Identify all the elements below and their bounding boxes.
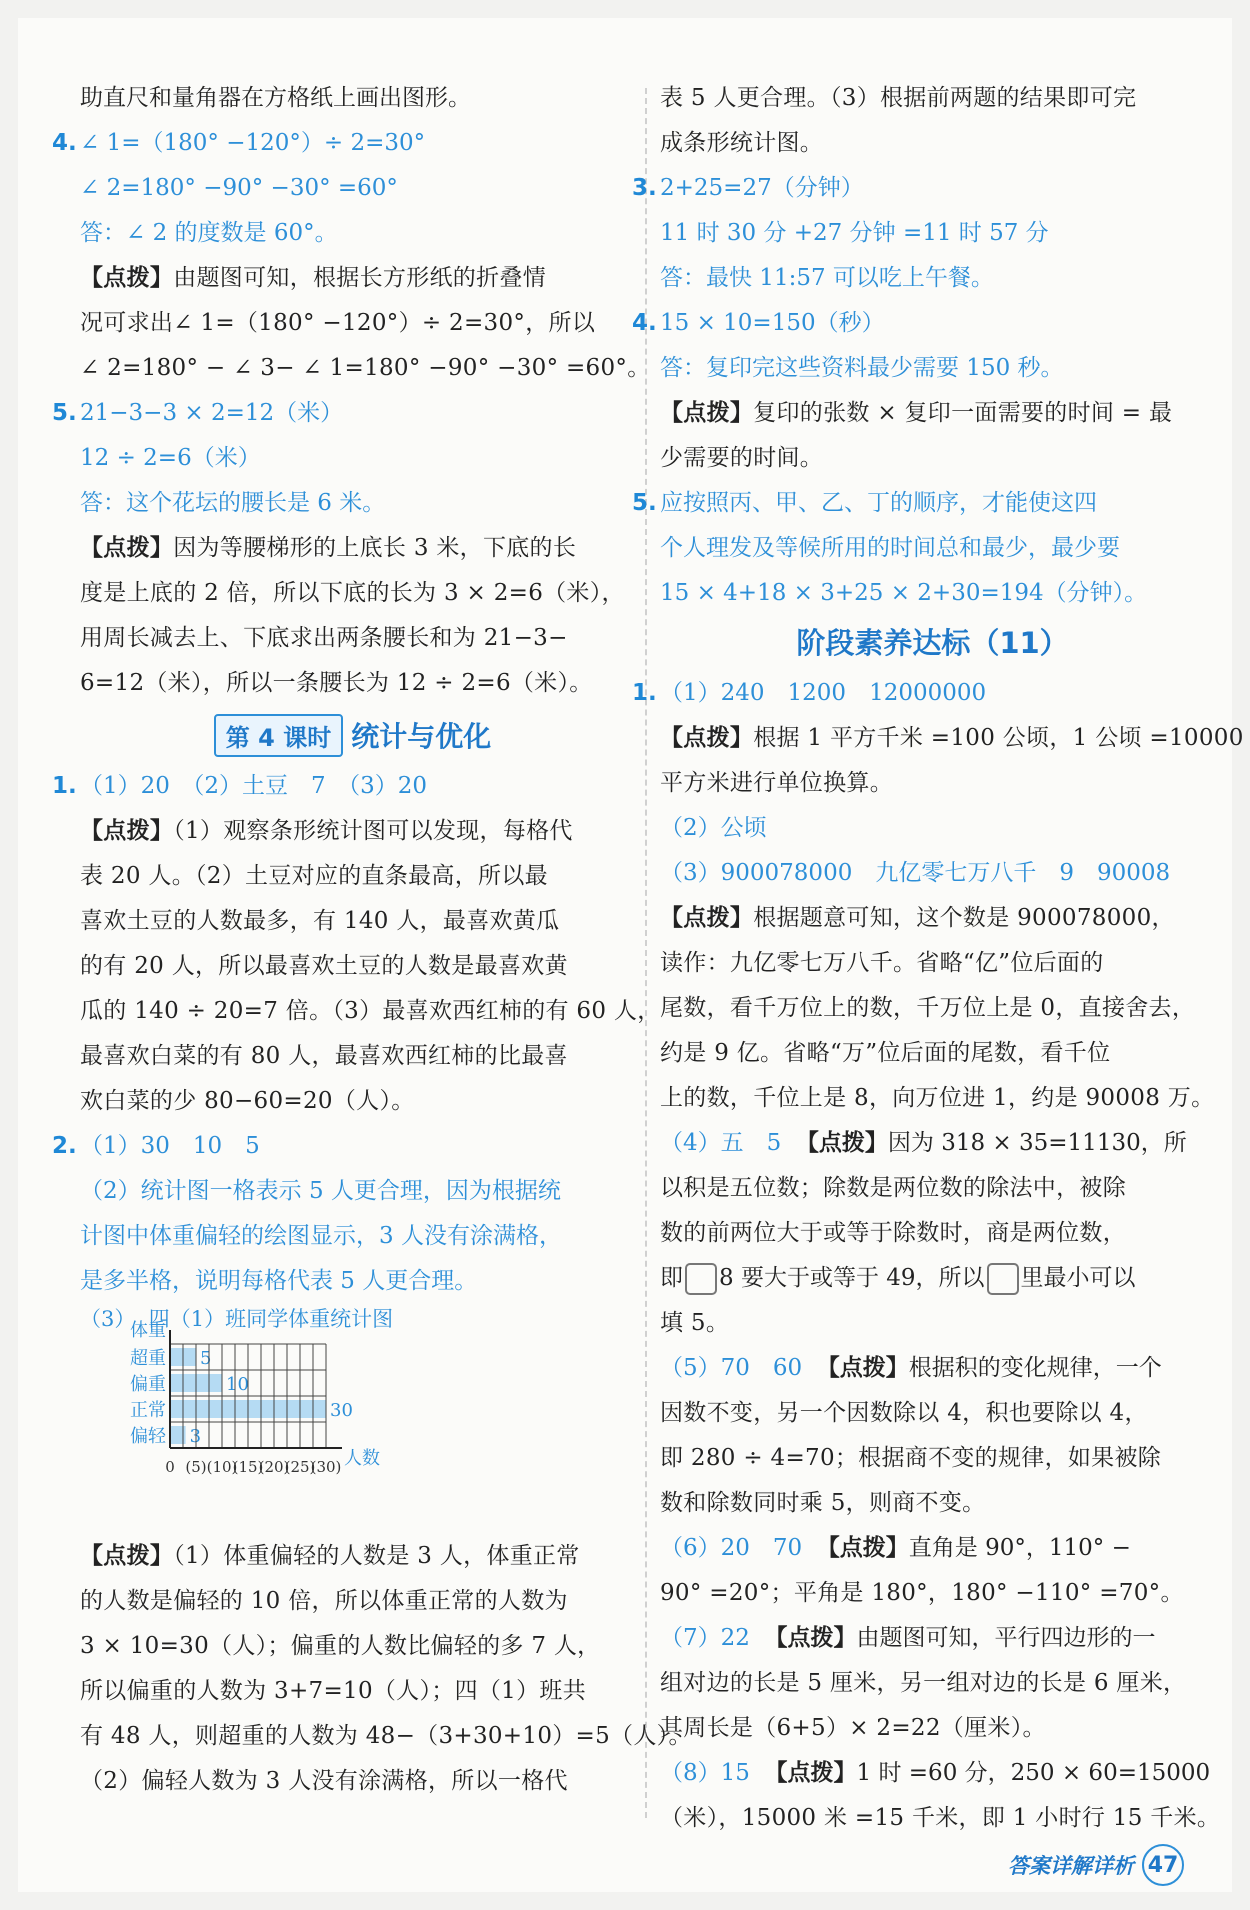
data-label: 30 bbox=[330, 1400, 353, 1421]
answer-line: （5）70 60 bbox=[660, 1355, 803, 1381]
hint-text: 8 要大于或等于 49，所以 bbox=[719, 1265, 985, 1291]
hint-tag: 【点拨】 bbox=[660, 400, 754, 426]
answer-line: 答：∠ 2 的度数是 60°。 bbox=[80, 220, 338, 246]
hint-tag: 【点拨】 bbox=[764, 1760, 857, 1786]
category-label: 正常 bbox=[130, 1400, 166, 1421]
hint-text: 表 5 人更合理。（3）根据前两题的结果即可完 bbox=[660, 85, 1137, 111]
answer-line: （1）30 10 5 bbox=[80, 1133, 260, 1159]
x-tick-label: (25) bbox=[284, 1458, 316, 1476]
hint-text: 根据 1 平方千米 =100 公顷，1 公顷 =10000 bbox=[753, 725, 1244, 751]
question-number: 4. bbox=[632, 310, 657, 336]
answer-line: 答：这个花坛的腰长是 6 米。 bbox=[80, 490, 386, 516]
question-number: 5. bbox=[52, 400, 77, 426]
hint-text: （2）偏轻人数为 3 人没有涂满格，所以一格代 bbox=[80, 1768, 568, 1794]
hint-text: 用周长减去上、下底求出两条腰长和为 21−3− bbox=[80, 625, 568, 651]
weight-chart bbox=[80, 1304, 625, 1534]
hint-text: 有 48 人，则超重的人数为 48−（3+30+10）=5（人）。 bbox=[80, 1723, 692, 1749]
answer-line: 答：复印完这些资料最少需要 150 秒。 bbox=[660, 355, 1064, 381]
answer-line: （2）统计图一格表示 5 人更合理，因为根据统 bbox=[80, 1178, 561, 1204]
hint-tag: 【点拨】 bbox=[80, 1543, 174, 1569]
section-title: 阶段素养达标（11） bbox=[796, 626, 1069, 660]
hint-text: 表 20 人。（2）土豆对应的直条最高，所以最 bbox=[80, 863, 548, 889]
hint-text: 度是上底的 2 倍，所以下底的长为 3 × 2=6（米）， bbox=[80, 580, 625, 606]
hint-text: 复印的张数 × 复印一面需要的时间 = 最 bbox=[753, 400, 1173, 426]
x-axis-label: 人数 bbox=[344, 1448, 380, 1469]
chart-prefix: （3） bbox=[80, 1307, 136, 1331]
page-number: 47 bbox=[1142, 1844, 1184, 1886]
blank-box bbox=[685, 1263, 717, 1295]
answer-line: （1）240 1200 12000000 bbox=[660, 680, 987, 706]
hint-text: 其周长是（6+5）× 2=22（厘米）。 bbox=[660, 1715, 1046, 1741]
x-tick-label: (5) bbox=[185, 1458, 207, 1476]
chart-title: 四（1）班同学体重统计图 bbox=[148, 1307, 394, 1331]
answer-line: 21−3−3 × 2=12（米） bbox=[80, 400, 344, 426]
question-number: 1. bbox=[52, 773, 77, 799]
hint-tag: 【点拨】 bbox=[795, 1130, 888, 1156]
answer-line: 答：最快 11:57 可以吃上午餐。 bbox=[660, 265, 994, 291]
answer-line: 15 × 4+18 × 3+25 × 2+30=194（分钟）。 bbox=[660, 580, 1148, 606]
answer-line: 11 时 30 分 +27 分钟 =11 时 57 分 bbox=[660, 220, 1049, 246]
hint-tag: 【点拨】 bbox=[80, 265, 174, 291]
answer-line: 个人理发及等候所用的时间总和最少，最少要 bbox=[660, 535, 1120, 561]
hint-text: ∠ 2=180° − ∠ 3− ∠ 1=180° −90° −30° =60°。 bbox=[80, 355, 651, 381]
hint-text: 欢白菜的少 80−60=20（人）。 bbox=[80, 1088, 415, 1114]
bar-chart-svg bbox=[80, 1304, 625, 1534]
hint-tag: 【点拨】 bbox=[660, 905, 754, 931]
hint-text: 上的数，千位上是 8，向万位进 1，约是 90008 万。 bbox=[660, 1085, 1215, 1111]
hint-text: 以积是五位数；除数是两位数的除法中，被除 bbox=[660, 1175, 1126, 1201]
answer-line: （4）五 5 bbox=[660, 1130, 782, 1156]
answer-line: 2+25=27（分钟） bbox=[660, 175, 864, 201]
hint-text: 况可求出∠ 1=（180° −120°）÷ 2=30°，所以 bbox=[80, 310, 596, 336]
x-tick-label: (15) bbox=[232, 1458, 264, 1476]
hint-text: 由题图可知，平行四边形的一 bbox=[856, 1625, 1156, 1651]
answer-line: 应按照丙、甲、乙、丁的顺序，才能使这四 bbox=[660, 490, 1097, 516]
lesson-title: 统计与优化 bbox=[351, 720, 492, 753]
hint-text: 所以偏重的人数为 3+7=10（人）；四（1）班共 bbox=[80, 1678, 587, 1704]
lesson-label: 第 4 课时 bbox=[214, 714, 343, 757]
answer-line: （7）22 bbox=[660, 1625, 750, 1651]
question-number: 3. bbox=[632, 175, 657, 201]
hint-text: 数的前两位大于或等于除数时，商是两位数， bbox=[660, 1220, 1126, 1246]
hint-text: 组对边的长是 5 厘米，另一组对边的长是 6 厘米， bbox=[660, 1670, 1187, 1696]
right-column bbox=[632, 76, 1244, 1841]
hint-text: 因为 318 × 35=11130，所 bbox=[887, 1130, 1187, 1156]
question-number: 1. bbox=[632, 680, 657, 706]
x-tick-label: (10) bbox=[206, 1458, 238, 1476]
column-divider bbox=[645, 88, 647, 1818]
hint-tag: 【点拨】 bbox=[80, 818, 174, 844]
hint-text: 少需要的时间。 bbox=[660, 445, 824, 471]
x-tick-label: (30) bbox=[310, 1458, 342, 1476]
hint-tag: 【点拨】 bbox=[764, 1625, 857, 1651]
hint-text: 3 × 10=30（人）；偏重的人数比偏轻的多 7 人， bbox=[80, 1633, 601, 1659]
hint-text: 读作：九亿零七万八千。省略“亿”位后面的 bbox=[660, 950, 1104, 976]
hint-text: 填 5。 bbox=[660, 1310, 730, 1336]
answer-line: 15 × 10=150（秒） bbox=[660, 310, 885, 336]
left-column bbox=[52, 76, 692, 1804]
hint-text: 数和除数同时乘 5，则商不变。 bbox=[660, 1490, 986, 1516]
hint-text: 尾数，看千万位上的数，千万位上是 0，直接舍去， bbox=[660, 995, 1196, 1021]
data-label: 5 bbox=[200, 1348, 212, 1369]
hint-text: 根据题意可知，这个数是 900078000， bbox=[753, 905, 1175, 931]
hint-text: 的人数是偏轻的 10 倍，所以体重正常的人数为 bbox=[80, 1588, 568, 1614]
hint-text: 6=12（米），所以一条腰长为 12 ÷ 2=6（米）。 bbox=[80, 670, 593, 696]
answer-line: （1）20 （2）土豆 7 （3）20 bbox=[80, 773, 428, 799]
answer-line: ∠ 2=180° −90° −30° =60° bbox=[80, 175, 398, 201]
category-label: 超重 bbox=[130, 1348, 166, 1369]
hint-text: 瓜的 140 ÷ 20=7 倍。（3）最喜欢西红柿的有 60 人， bbox=[80, 998, 661, 1024]
hint-text: 里最小可以 bbox=[1020, 1265, 1136, 1291]
answer-line: ∠ 1=（180° −120°）÷ 2=30° bbox=[80, 130, 426, 156]
y-axis-label: 体重 bbox=[130, 1320, 166, 1341]
question-number: 5. bbox=[632, 490, 657, 516]
question-number: 2. bbox=[52, 1133, 77, 1159]
hint-text: （米），15000 米 =15 千米，即 1 小时行 15 千米。 bbox=[660, 1805, 1221, 1831]
answer-line: （3）900078000 九亿零七万八千 9 90008 bbox=[660, 860, 1171, 886]
answer-line: 12 ÷ 2=6（米） bbox=[80, 445, 261, 471]
category-label: 偏重 bbox=[130, 1374, 166, 1395]
hint-text: （1）体重偏轻的人数是 3 人，体重正常 bbox=[173, 1543, 580, 1569]
x-tick-label: (20) bbox=[258, 1458, 290, 1476]
lesson-heading bbox=[80, 706, 625, 764]
hint-tag: 【点拨】 bbox=[816, 1355, 909, 1381]
hint-tag: 【点拨】 bbox=[660, 725, 754, 751]
answer-line: （2）公顷 bbox=[660, 815, 767, 841]
data-label: 10 bbox=[226, 1374, 249, 1395]
page-footer bbox=[1008, 1844, 1184, 1886]
answer-line: （8）15 bbox=[660, 1760, 750, 1786]
hint-text: 平方米进行单位换算。 bbox=[660, 770, 893, 796]
x-tick-label: 0 bbox=[165, 1458, 175, 1476]
hint-text: 直角是 90°，110° − bbox=[908, 1535, 1131, 1561]
hint-text: 即 bbox=[660, 1265, 683, 1291]
question-number: 4. bbox=[52, 130, 77, 156]
footer-label: 答案详解详析 bbox=[1008, 1854, 1134, 1878]
hint-text: 最喜欢白菜的有 80 人，最喜欢西红柿的比最喜 bbox=[80, 1043, 568, 1069]
text-line: 助直尺和量角器在方格纸上画出图形。 bbox=[80, 85, 471, 111]
answer-line: 计图中体重偏轻的绘图显示，3 人没有涂满格， bbox=[80, 1223, 562, 1249]
data-label: 3 bbox=[189, 1426, 202, 1447]
hint-text: 约是 9 亿。省略“万”位后面的尾数，看千位 bbox=[660, 1040, 1111, 1066]
hint-text: 的有 20 人，所以最喜欢土豆的人数是最喜欢黄 bbox=[80, 953, 568, 979]
hint-text: 根据积的变化规律，一个 bbox=[908, 1355, 1162, 1381]
hint-tag: 【点拨】 bbox=[816, 1535, 909, 1561]
category-label: 偏轻 bbox=[130, 1426, 166, 1447]
hint-text: （1）观察条形统计图可以发现，每格代 bbox=[173, 818, 573, 844]
hint-text: 成条形统计图。 bbox=[660, 130, 824, 156]
hint-tag: 【点拨】 bbox=[80, 535, 174, 561]
hint-text: 喜欢土豆的人数最多，有 140 人，最喜欢黄瓜 bbox=[80, 908, 560, 934]
answer-line: 是多半格，说明每格代表 5 人更合理。 bbox=[80, 1268, 478, 1294]
hint-text: 即 280 ÷ 4=70；根据商不变的规律，如果被除 bbox=[660, 1445, 1162, 1471]
answer-line: （6）20 70 bbox=[660, 1535, 803, 1561]
blank-box bbox=[987, 1263, 1019, 1295]
answer-page bbox=[18, 18, 1244, 1892]
hint-text: 因为等腰梯形的上底长 3 米，下底的长 bbox=[173, 535, 577, 561]
hint-text: 1 时 =60 分，250 × 60=15000 bbox=[856, 1760, 1211, 1786]
hint-text: 90° =20°；平角是 180°，180° −110° =70°。 bbox=[660, 1580, 1184, 1606]
hint-text: 由题图可知，根据长方形纸的折叠情 bbox=[173, 265, 547, 291]
hint-text: 因数不变，另一个因数除以 4，积也要除以 4， bbox=[660, 1400, 1148, 1426]
